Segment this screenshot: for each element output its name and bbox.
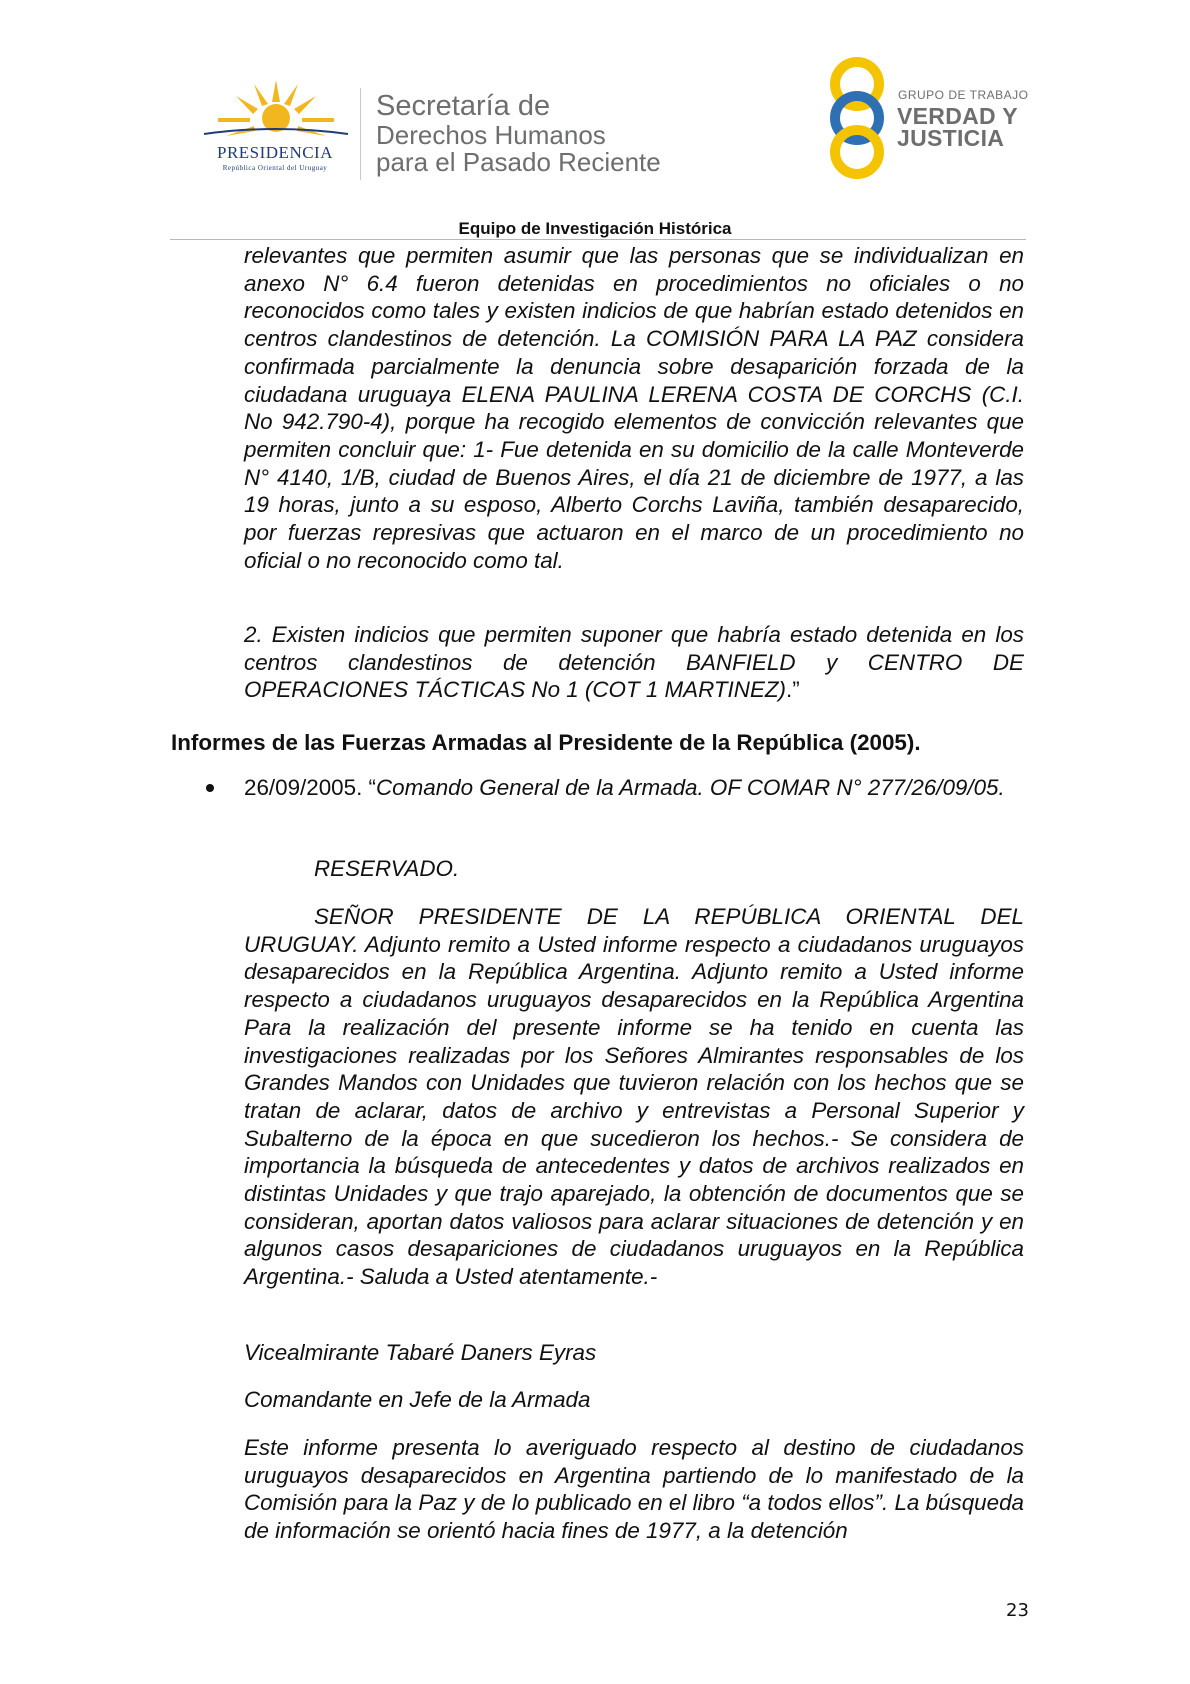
letter-body: SEÑOR PRESIDENTE DE LA REPÚBLICA ORIENTAL DEL URUGUAY. Adjunto remito a Usted informe respecto a ciudadanos uruguayos desaparecidos en la República Argentina. Adjunto remito a Usted informe respecto a ciudadanos uruguayos desaparecidos en la República Argentina Para la realización del presente informe se ha tenido en cuenta las investigaciones realizadas por los Señores Almirantes responsables de los Grandes Mandos con Unidades que tuvieron relación con los hechos que se tratan de aclarar, datos de archivo y entrevistas a Personal Superior y Subalterno de la época en que sucedieron los hechos.- Se considera de importancia la búsqueda de antecedentes y datos de archivos realizados en distintas Unidades y que trajo aparejado, la obtención de documentos que se consideran, aportan datos valiosos para aclarar situaciones de detención y en algunos casos desapariciones de ciudadanos uruguayos en la República Argentina.- Saluda a Usted atentamente.-	[244, 904, 1024, 1290]
verdad-label: VERDAD Y	[897, 103, 1018, 129]
paragraph-detention-centers-text: 2. Existen indicios que permiten suponer que habría estado detenida en los centros clandestinos de detención BANFIELD y CENTRO DE OPERACIONES TÁCTICAS No 1 (COT 1 MARTINEZ)	[244, 622, 1024, 703]
secretaria-title-line2: Derechos Humanos	[376, 120, 606, 150]
signatory-name: Vicealmirante Tabaré Daners Eyras	[244, 1340, 597, 1365]
paragraph-detention-centers	[244, 621, 1024, 704]
secretaria-title-line1: Secretaría de	[376, 90, 551, 122]
grupo-trabajo-label: GRUPO DE TRABAJO	[898, 88, 1029, 102]
bullet-marker	[206, 784, 214, 792]
bullet-reference: Comando General de la Armada. OF COMAR N° 277/26/09/05.	[375, 775, 1005, 800]
paragraph-detention-centers-tail: .”	[786, 677, 800, 703]
presidencia-sun-icon	[196, 78, 356, 178]
signatory-title: Comandante en Jefe de la Armada	[244, 1387, 591, 1412]
bullet-date: 26/09/2005. “	[244, 775, 376, 800]
page-number: 23	[1006, 1600, 1029, 1621]
header-rule	[170, 239, 1026, 240]
presidencia-logo-subtitle: República Oriental del Uruguay	[222, 164, 328, 172]
justicia-label: JUSTICIA	[897, 125, 1005, 151]
team-label: Equipo de Investigación Histórica	[458, 219, 732, 238]
secretaria-title-line3: para el Pasado Reciente	[376, 147, 661, 177]
paragraph-commission-findings: relevantes que permiten asumir que las personas que se individualizan en anexo N° 6.4 fueron detenidas en procedimientos no oficiales o no reconocidos como tales y existen indicios de que habrían estado detenidos en centros clandestinos de detención. La COMISIÓN PARA LA PAZ considera confirmada parcialmente la denuncia sobre desaparición forzada de la ciudadana uruguaya ELENA PAULINA LERENA COSTA DE CORCHS (C.I. No 942.790-4), porque ha recogido elementos de convicción relevantes que permiten concluir que: 1- Fue detenida en su domicilio de la calle Monteverde N° 4140, 1/B, ciudad de Buenos Aires, el día 21 de diciembre de 1977, a las 19 horas, junto a su esposo, Alberto Corchs Laviña, también desaparecido, por fuerzas represivas que actuaron en el marco de un procedimiento no oficial o no reconocido como tal.	[244, 243, 1024, 573]
presidencia-logo-text: PRESIDENCIA	[216, 143, 333, 162]
paragraph-report-summary: Este informe presenta lo averiguado respecto al destino de ciudadanos uruguayos desaparecidos en Argentina partiendo de lo manifestado de la Comisión para la Paz y de lo publicado en el libro “a todos ellos”. La búsqueda de información se orientó hacia fines de 1977, a la detención	[244, 1435, 1024, 1544]
header-logo-divider	[360, 88, 361, 180]
section-heading: Informes de las Fuerzas Armadas al Presidente de la República (2005).	[171, 730, 921, 755]
page-header	[0, 0, 1190, 250]
verdad-justicia-rings-icon	[822, 56, 892, 181]
bullet-item	[244, 774, 1024, 802]
reservado-label: RESERVADO.	[314, 856, 460, 881]
